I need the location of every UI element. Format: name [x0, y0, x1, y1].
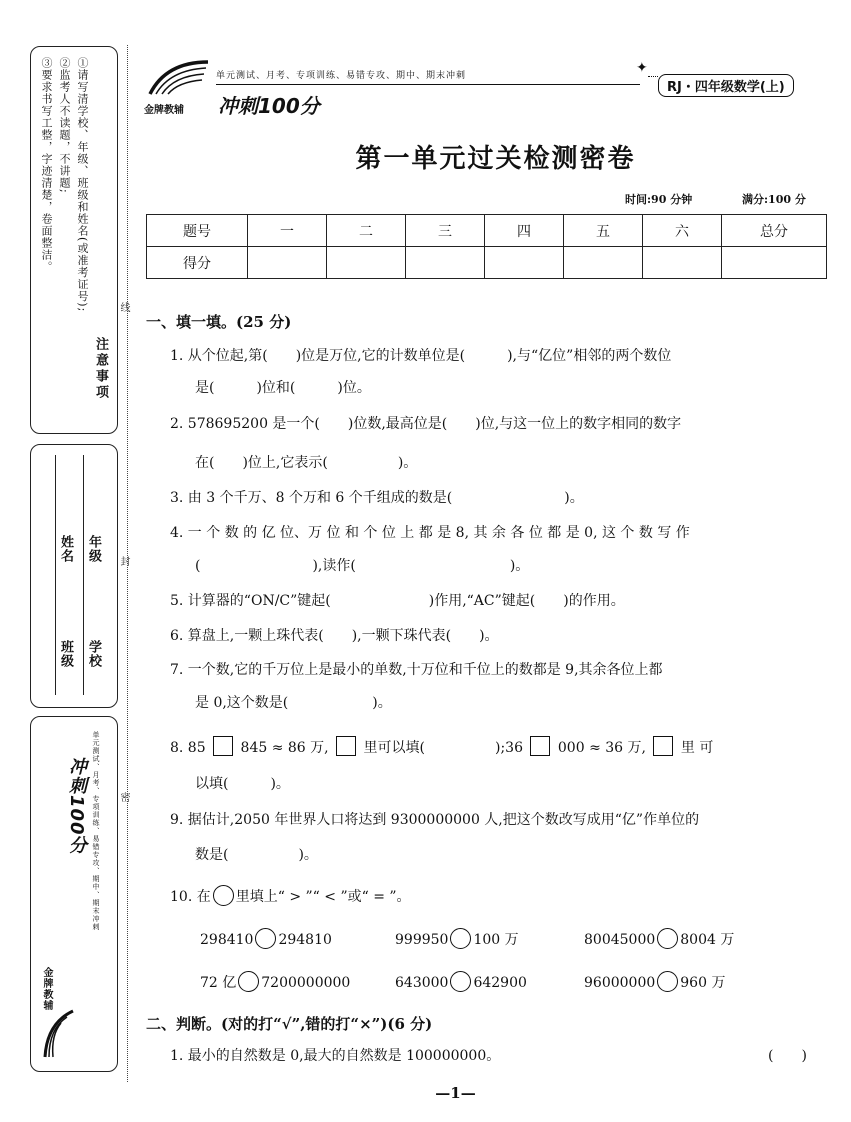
question-line: 数是( )。 [195, 847, 318, 863]
table-header-cell: 一 [248, 215, 327, 247]
section-2-title: 二、判断。(对的打“√”,错的打“×”)(6 分) [146, 1015, 433, 1033]
brand-side-box [30, 716, 118, 1072]
score-cell[interactable] [327, 247, 406, 279]
q8-text: 000 ≈ 36 万, [557, 740, 646, 756]
q8-text: 8. 85 [170, 740, 206, 756]
compare-left: 298410 [200, 932, 254, 948]
school-label: 学校 [86, 640, 101, 668]
compare-circle[interactable] [238, 971, 259, 992]
q10-text: 里填上“ > ”“ < ”或“ = ”。 [235, 889, 411, 905]
header-slogan: 单元测试、月考、专项训练、易错专攻、期中、期末冲刺 [216, 71, 467, 81]
score-table-row [147, 247, 827, 279]
compare-right: 7200000000 [261, 975, 351, 991]
row-label-cell: 得分 [147, 247, 248, 279]
compare-item [200, 971, 350, 992]
compare-left: 643000 [395, 975, 449, 991]
compare-circle[interactable] [450, 971, 471, 992]
compare-circle[interactable] [657, 928, 678, 949]
score-cell[interactable] [485, 247, 564, 279]
compare-left: 80045000 [584, 932, 656, 948]
notes-title: 注意事项 [93, 337, 108, 401]
cut-mark-line: 线 [118, 302, 129, 312]
compare-right: 294810 [278, 932, 332, 948]
table-header-cell: 三 [406, 215, 485, 247]
q8-text: 里可以填( );36 [363, 740, 523, 756]
score-cell[interactable] [406, 247, 485, 279]
score-table-header-row [147, 215, 827, 247]
question-8 [170, 736, 713, 758]
question-line: 6. 算盘上,一颗上珠代表( ),一颗下珠代表( )。 [170, 628, 499, 644]
judge-answer-bracket[interactable]: ( ) [768, 1048, 807, 1064]
question-line: 在( )位上,它表示( )。 [195, 455, 418, 471]
answer-box[interactable] [530, 736, 550, 756]
class-field[interactable] [55, 455, 73, 695]
student-info-box [30, 444, 118, 708]
question-line: ( ),读作( )。 [195, 558, 530, 574]
note-2: ②监考人不读题，不讲题; [58, 57, 71, 194]
table-header-cell: 六 [643, 215, 722, 247]
table-header-cell: 总分 [722, 215, 827, 247]
score-cell[interactable] [722, 247, 827, 279]
table-header-cell: 五 [564, 215, 643, 247]
question-line: 2. 578695200 是一个( )位数,最高位是( )位,与这一位上的数字相同的数字 [170, 416, 682, 432]
table-header-cell: 四 [485, 215, 564, 247]
compare-item [200, 928, 332, 949]
q10-text: 10. 在 [170, 889, 211, 905]
grade-subject-badge: RJ・四年级数学(上) [658, 74, 794, 97]
question-line: 是( )位和( )位。 [195, 380, 371, 396]
side-brand-name: 冲刺100分 [66, 757, 87, 855]
question-line: 7. 一个数,它的千万位上是最小的单数,十万位和千位上的数都是 9,其余各位上都 [170, 662, 663, 678]
answer-box[interactable] [653, 736, 673, 756]
compare-right: 8004 万 [680, 932, 735, 948]
cut-mark-secret: 密 [118, 792, 129, 802]
header-rule [216, 84, 640, 85]
compare-right: 960 万 [680, 975, 726, 991]
compare-item [395, 971, 527, 992]
class-label: 班级 [58, 640, 73, 668]
q8-text: 845 ≈ 86 万, [240, 740, 329, 756]
compare-circle[interactable] [450, 928, 471, 949]
compare-circle[interactable] [657, 971, 678, 992]
compare-item [395, 928, 519, 949]
cut-mark-seal: 封 [118, 556, 129, 566]
header-publisher: 金牌教辅 [144, 105, 184, 116]
question-line: 5. 计算器的“ON/C”键起( )作用,“AC”键起( )的作用。 [170, 593, 625, 609]
compare-circle [213, 885, 234, 906]
question-10 [170, 885, 411, 907]
note-3: ③要求书写工整，字迹清楚，卷面整洁。 [40, 57, 53, 273]
score-table [146, 214, 827, 279]
score-cell[interactable] [643, 247, 722, 279]
compare-right: 642900 [473, 975, 527, 991]
exam-time: 时间:90 分钟 [625, 193, 693, 206]
question-line: 是 0,这个数是( )。 [195, 695, 392, 711]
compare-circle[interactable] [255, 928, 276, 949]
question-9: 9. 据估计,2050 年世界人口将达到 9300000000 人,把这个数改写成用“亿”作单位的 [170, 812, 700, 828]
grade-label: 年级 [86, 535, 101, 563]
book-logo-icon [37, 1007, 77, 1063]
answer-box[interactable] [336, 736, 356, 756]
header-brand-name: 冲刺100分 [218, 94, 320, 118]
compare-item [584, 971, 725, 992]
question-line: 以填( )。 [195, 776, 290, 792]
full-score: 满分:100 分 [742, 193, 806, 206]
page-number: —1— [435, 1084, 476, 1102]
question-line: 4. 一 个 数 的 亿 位、万 位 和 个 位 上 都 是 8, 其 余 各 位 都 是 0, 这 个 数 写 作 [170, 525, 690, 541]
score-cell[interactable] [564, 247, 643, 279]
compare-left: 999950 [395, 932, 449, 948]
header-dotted-rule [648, 76, 658, 77]
compare-item [584, 928, 734, 949]
notes-box [30, 46, 118, 434]
judge-question-1: 1. 最小的自然数是 0,最大的自然数是 100000000。 [170, 1048, 501, 1064]
answer-box[interactable] [213, 736, 233, 756]
compare-right: 100 万 [473, 932, 519, 948]
section-1-title: 一、填一填。(25 分) [146, 313, 292, 331]
school-field[interactable] [83, 455, 101, 695]
page-title: 第一单元过关检测密卷 [355, 144, 636, 174]
name-label: 姓名 [58, 535, 73, 563]
side-slogan: 单元测试、月考、专项训练、易错专攻、期中、期末冲刺 [92, 731, 100, 931]
table-header-cell: 二 [327, 215, 406, 247]
question-line: 3. 由 3 个千万、8 个万和 6 个千组成的数是( )。 [170, 490, 584, 506]
score-cell[interactable] [248, 247, 327, 279]
side-publisher: 金牌教辅 [41, 967, 52, 1011]
table-header-cell: 题号 [147, 215, 248, 247]
sparkle-icon: ✦ [636, 60, 648, 76]
note-1: ①请写清学校、年级、班级和姓名(或准考证号); [76, 57, 89, 313]
compare-left: 72 亿 [200, 975, 237, 991]
book-logo-icon [146, 58, 212, 98]
question-line: 1. 从个位起,第( )位是万位,它的计数单位是( ),与“亿位”相邻的两个数位 [170, 348, 672, 364]
q8-text: 里 可 [680, 740, 714, 756]
compare-left: 96000000 [584, 975, 656, 991]
